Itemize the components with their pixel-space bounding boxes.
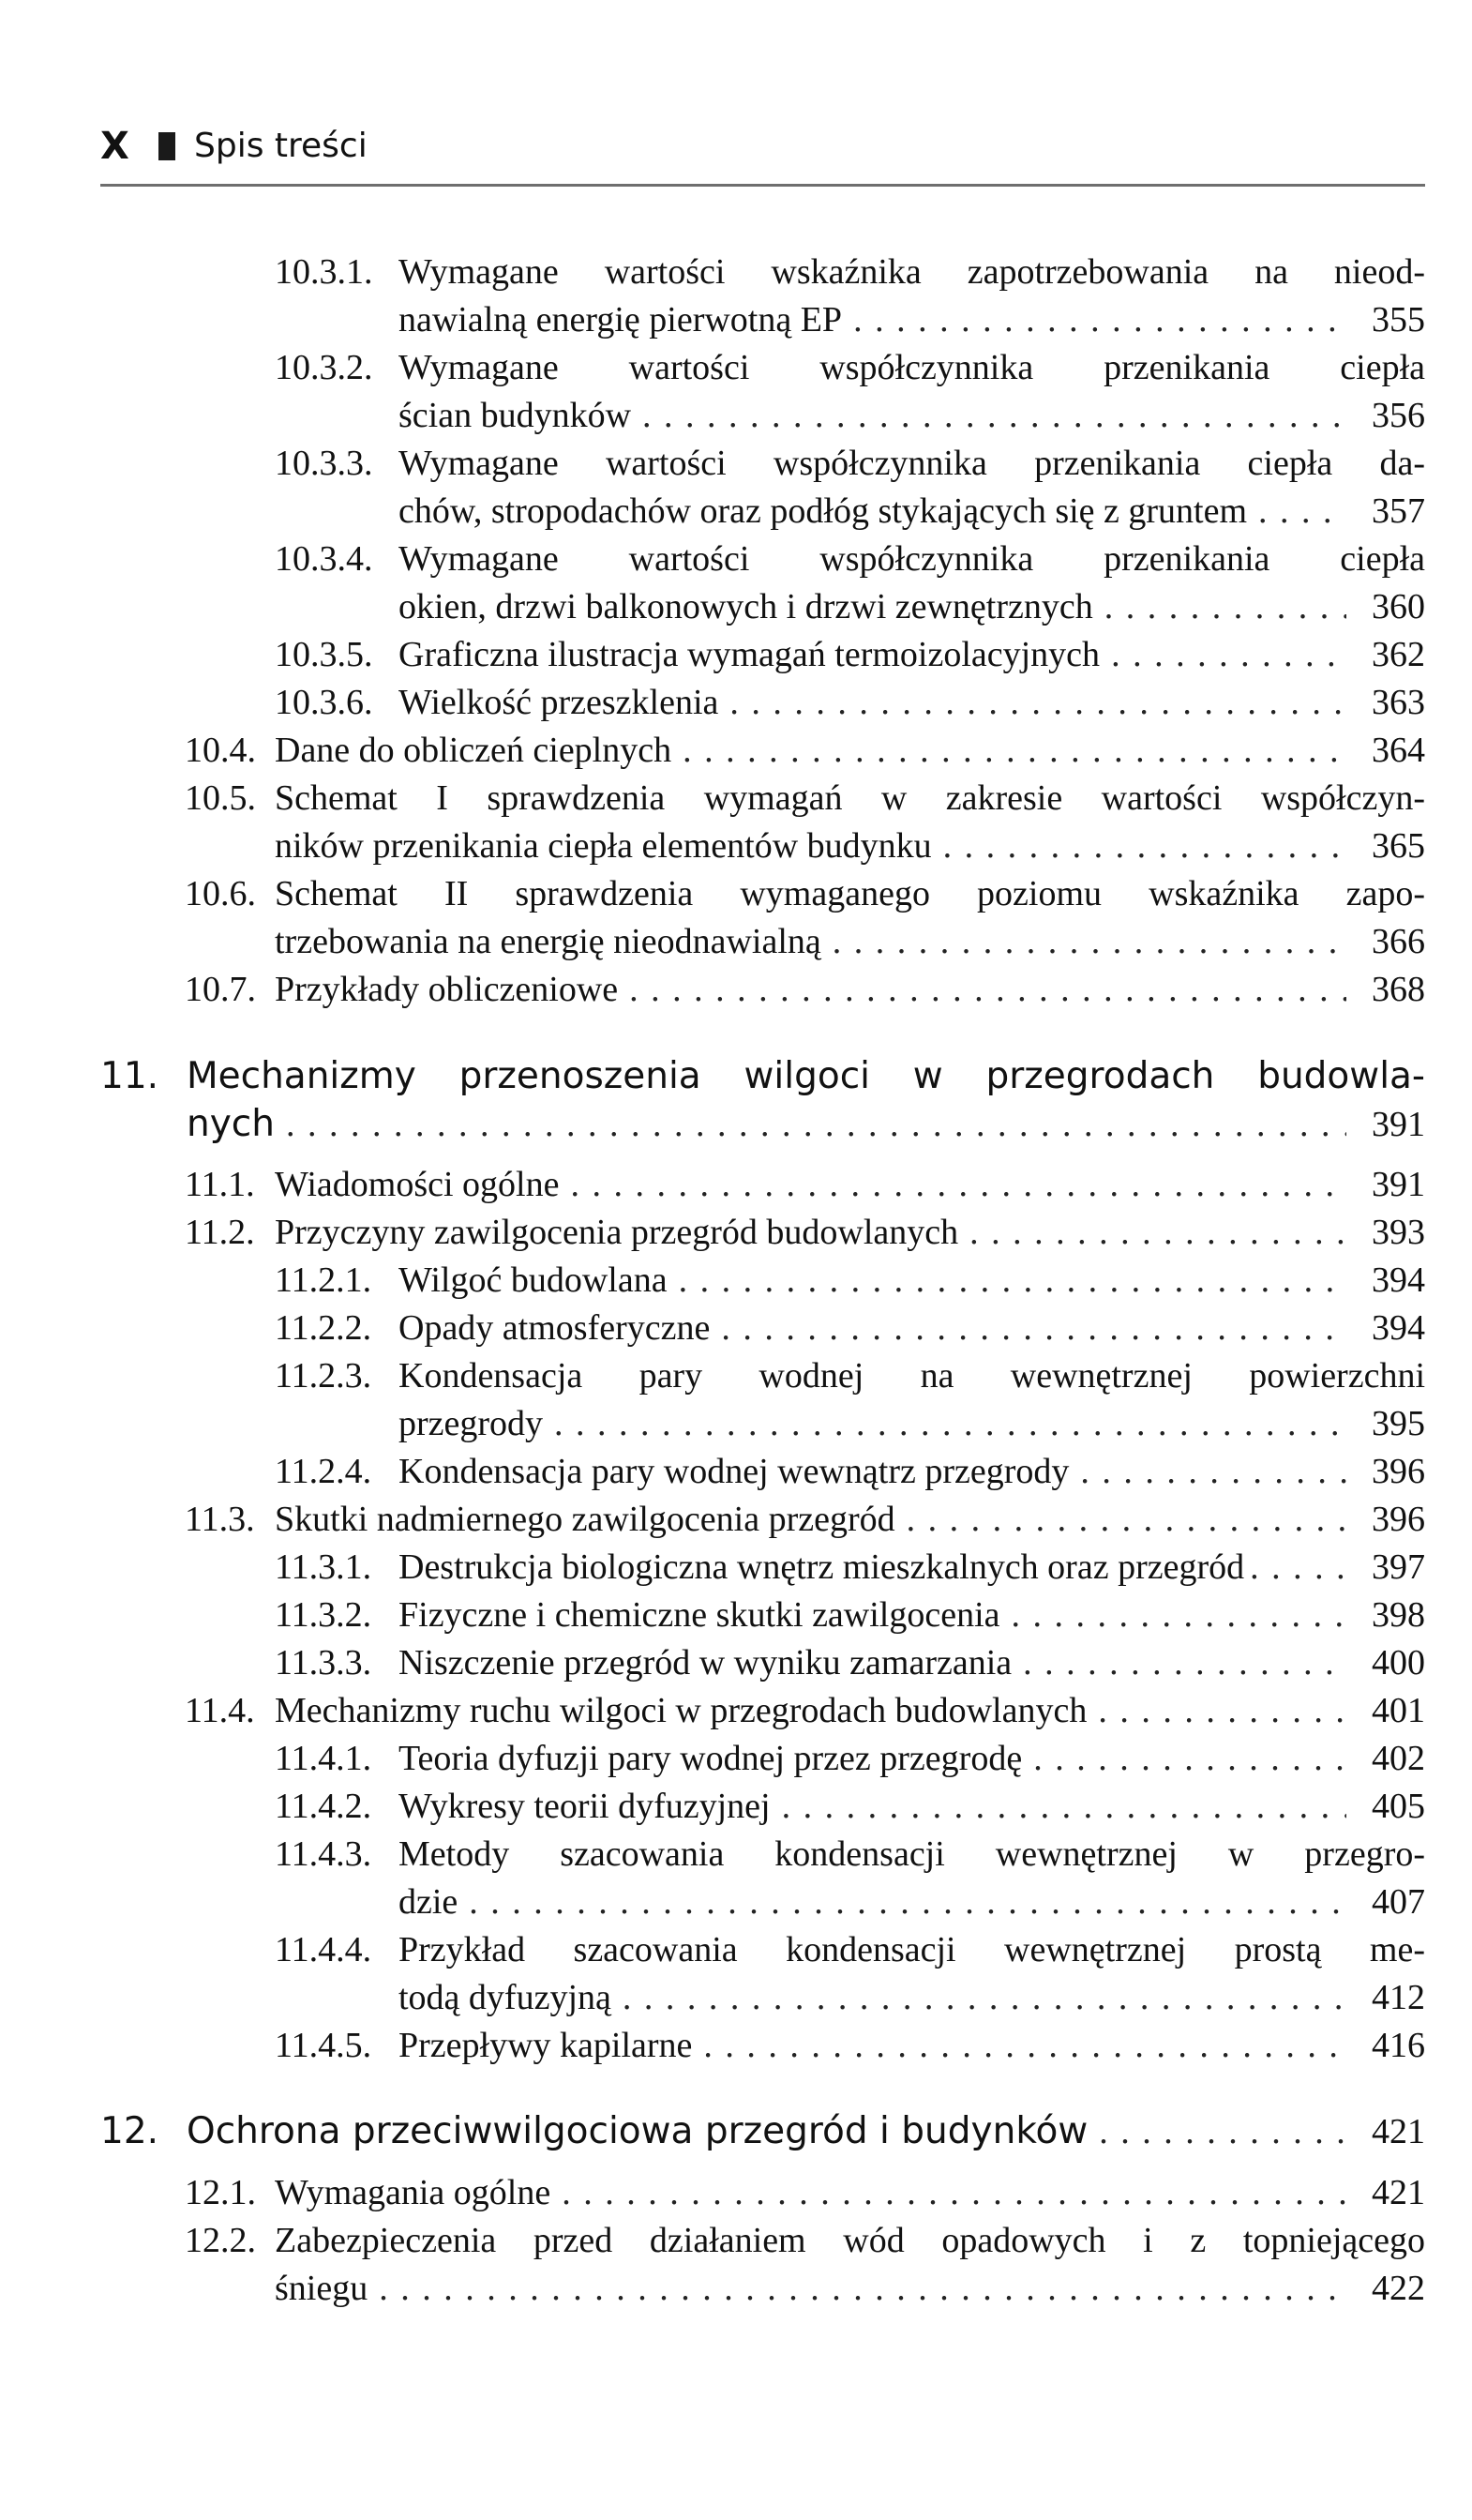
toc-entry-title-continued: ników przenikania ciepła elementów budynku bbox=[275, 826, 932, 866]
toc-entry-number: 10.4. bbox=[185, 731, 256, 770]
dot-leader bbox=[1012, 1592, 1346, 1639]
toc-entry-page: 422 bbox=[1372, 2269, 1425, 2308]
toc-entry-title-continued: ścian budynków bbox=[398, 396, 632, 435]
toc-entry-number: 11.2.4. bbox=[275, 1452, 372, 1491]
toc-entry-page: 416 bbox=[1372, 2026, 1425, 2065]
toc-entry-page: 400 bbox=[1372, 1643, 1425, 1683]
toc-entry-number: 11.4.2. bbox=[275, 1787, 372, 1826]
toc-entry-title: Fizyczne i chemiczne skutki zawilgocenia bbox=[398, 1595, 1000, 1635]
toc-entry[interactable] bbox=[275, 249, 1425, 344]
toc-entry-page: 395 bbox=[1372, 1404, 1425, 1443]
toc-entry-number: 11.2.1. bbox=[275, 1260, 372, 1300]
dot-leader bbox=[469, 1879, 1346, 1926]
toc-chapter[interactable] bbox=[100, 2107, 1425, 2155]
toc-entry-number: 11.2. bbox=[185, 1213, 255, 1252]
toc-entry-number: 10.3.5. bbox=[275, 635, 373, 674]
dot-leader bbox=[570, 1161, 1346, 1209]
toc-chapter-title: Ochrona przeciwwilgociowa przegród i budynków bbox=[187, 2110, 1089, 2152]
toc-entry-title: Wymagane wartości współczynnika przenikania ciepła bbox=[398, 539, 1425, 579]
toc-entry-number: 11.1. bbox=[185, 1165, 255, 1204]
toc-entry-page: 402 bbox=[1372, 1739, 1425, 1778]
toc-entry-page: 405 bbox=[1372, 1787, 1425, 1826]
toc-entry-title: Graficzna ilustracja wymagań termoizolacyjnych bbox=[398, 635, 1101, 674]
toc-entry-number: 10.3.6. bbox=[275, 683, 373, 722]
toc-entry-title: Wykresy teorii dyfuzyjnej bbox=[398, 1787, 771, 1826]
dot-leader bbox=[853, 296, 1346, 344]
dot-leader bbox=[1033, 1735, 1346, 1783]
toc-entry[interactable] bbox=[275, 1305, 1425, 1352]
toc-entry-page: 357 bbox=[1372, 491, 1425, 531]
toc-entry-page: 396 bbox=[1372, 1500, 1425, 1539]
toc-entry-title: Schemat I sprawdzenia wymagań w zakresie wartości współczyn- bbox=[275, 778, 1425, 818]
dot-leader bbox=[1104, 583, 1346, 631]
toc-entry-title: Dane do obliczeń cieplnych bbox=[275, 731, 672, 770]
toc-entry[interactable] bbox=[275, 1448, 1425, 1496]
dot-leader bbox=[833, 918, 1346, 966]
toc-chapter[interactable] bbox=[100, 1052, 1425, 1148]
toc-entry-number: 10.3.2. bbox=[275, 348, 373, 387]
toc-entry-title: Kondensacja pary wodnej wewnątrz przegrody bbox=[398, 1452, 1070, 1491]
toc-entry-title: Destrukcja biologiczna wnętrz mieszkalnych oraz przegród bbox=[398, 1547, 1245, 1587]
toc-entry-page: 421 bbox=[1372, 2173, 1425, 2212]
dot-leader bbox=[1111, 631, 1346, 679]
toc-entry-number: 11.4.3. bbox=[275, 1834, 372, 1874]
roman-page-number: X bbox=[100, 125, 129, 168]
header-rule bbox=[100, 184, 1425, 187]
toc-chapter-page: 421 bbox=[1372, 2112, 1425, 2151]
dot-leader bbox=[1098, 1687, 1346, 1735]
toc-entry[interactable] bbox=[275, 1926, 1425, 2022]
dot-leader bbox=[683, 727, 1346, 775]
toc-entry[interactable] bbox=[275, 1544, 1425, 1592]
toc-entry-page: 360 bbox=[1372, 587, 1425, 626]
dot-leader bbox=[943, 822, 1346, 870]
toc-entry-number: 10.3.4. bbox=[275, 539, 373, 579]
dot-leader bbox=[379, 2265, 1346, 2313]
toc-entry-page: 366 bbox=[1372, 922, 1425, 961]
toc-entry-title: Wiadomości ogólne bbox=[275, 1165, 560, 1204]
toc-entry[interactable] bbox=[185, 870, 1425, 966]
toc-entry-title-continued: chów, stropodachów oraz podłóg stykających się z gruntem bbox=[398, 491, 1248, 531]
toc-entry-page: 365 bbox=[1372, 826, 1425, 866]
toc-entry-title: Metody szacowania kondensacji wewnętrznej w przegro- bbox=[398, 1834, 1425, 1874]
toc-entry[interactable] bbox=[185, 727, 1425, 775]
toc-entry-title: Przykład szacowania kondensacji wewnętrznej prostą me- bbox=[398, 1930, 1425, 1969]
toc-entry-title: Przepływy kapilarne bbox=[398, 2026, 693, 2065]
toc-entry-page: 363 bbox=[1372, 683, 1425, 722]
toc-entry[interactable] bbox=[275, 679, 1425, 727]
toc-entry-title: Wymagania ogólne bbox=[275, 2173, 551, 2212]
toc-entry[interactable] bbox=[185, 1161, 1425, 1209]
page-header bbox=[100, 122, 1413, 171]
toc-entry-title: Wymagane wartości wskaźnika zapotrzebowania na nieod- bbox=[398, 252, 1425, 292]
toc-entry-page: 391 bbox=[1372, 1165, 1425, 1204]
dot-leader bbox=[721, 1305, 1346, 1352]
dot-leader bbox=[562, 2169, 1346, 2217]
toc-entry[interactable] bbox=[275, 2022, 1425, 2070]
toc-entry[interactable] bbox=[185, 775, 1425, 870]
dot-leader bbox=[703, 2022, 1346, 2070]
toc-entry-title: Wymagane wartości współczynnika przenikania ciepła bbox=[398, 348, 1425, 387]
toc-entry-number: 10.7. bbox=[185, 970, 256, 1009]
toc-entry-page: 401 bbox=[1372, 1691, 1425, 1730]
toc-entry-title: Wilgoć budowlana bbox=[398, 1260, 668, 1300]
dot-leader bbox=[969, 1209, 1346, 1257]
toc-entry-title: Wymagane wartości współczynnika przenikania ciepła da- bbox=[398, 444, 1425, 483]
dot-leader bbox=[286, 1101, 1346, 1149]
toc-chapter-page: 391 bbox=[1372, 1105, 1425, 1144]
toc-entry-title: Przyczyny zawilgocenia przegród budowlanych bbox=[275, 1213, 959, 1252]
toc-entry-page: 396 bbox=[1372, 1452, 1425, 1491]
toc-entry-title-continued: trzebowania na energię nieodnawialną bbox=[275, 922, 821, 961]
toc-entry-number: 10.3.3. bbox=[275, 444, 373, 483]
toc-entry-page: 407 bbox=[1372, 1882, 1425, 1922]
toc-entry-title-continued: nawialną energię pierwotną EP bbox=[398, 300, 843, 340]
toc-entry[interactable] bbox=[275, 1783, 1425, 1831]
toc-entry-title-continued: todą dyfuzyjną bbox=[398, 1978, 611, 2017]
toc-entry-title: Przykłady obliczeniowe bbox=[275, 970, 619, 1009]
toc-entry-title: Schemat II sprawdzenia wymaganego poziomu wskaźnika zapo- bbox=[275, 874, 1425, 913]
toc-entry-number: 10.6. bbox=[185, 874, 256, 913]
dot-leader bbox=[679, 1257, 1346, 1305]
toc-entry-title: Skutki nadmiernego zawilgocenia przegród bbox=[275, 1500, 895, 1539]
toc-chapter-title: Mechanizmy przenoszenia wilgoci w przegrodach budowla- bbox=[187, 1055, 1425, 1097]
toc-entry[interactable] bbox=[185, 1209, 1425, 1257]
toc-entry[interactable] bbox=[275, 631, 1425, 679]
dot-leader bbox=[1099, 2108, 1346, 2156]
toc-entry-number: 11.4.5. bbox=[275, 2026, 372, 2065]
toc-entry-number: 12.1. bbox=[185, 2173, 256, 2212]
toc-entry-number: 12.2. bbox=[185, 2221, 256, 2260]
toc-entry[interactable] bbox=[275, 1592, 1425, 1639]
toc-entry-title-continued: przegrody bbox=[398, 1404, 544, 1443]
dot-leader bbox=[554, 1400, 1346, 1448]
toc-entry-page: 355 bbox=[1372, 300, 1425, 340]
toc-entry-page: 362 bbox=[1372, 635, 1425, 674]
toc-entry-title: Zabezpieczenia przed działaniem wód opadowych i z topniejącego bbox=[275, 2221, 1425, 2260]
toc-entry-page: 397 bbox=[1372, 1547, 1425, 1587]
toc-entry-page: 368 bbox=[1372, 970, 1425, 1009]
toc-entry[interactable] bbox=[275, 536, 1425, 631]
toc-entry-number: 10.3.1. bbox=[275, 252, 373, 292]
toc-entry-page: 398 bbox=[1372, 1595, 1425, 1635]
toc-entry-number: 11.4.1. bbox=[275, 1739, 372, 1778]
toc-entry-title: Niszczenie przegród w wyniku zamarzania bbox=[398, 1643, 1013, 1683]
toc-entry[interactable] bbox=[185, 1687, 1425, 1735]
toc-entry-number: 11.3.3. bbox=[275, 1643, 372, 1683]
dot-leader bbox=[629, 966, 1346, 1014]
toc-entry-number: 11.2.2. bbox=[275, 1308, 372, 1348]
toc-entry[interactable] bbox=[275, 1831, 1425, 1926]
toc-entry-page: 394 bbox=[1372, 1260, 1425, 1300]
toc-entry[interactable] bbox=[275, 1735, 1425, 1783]
toc-entry-page: 394 bbox=[1372, 1308, 1425, 1348]
toc-entry[interactable] bbox=[185, 2217, 1425, 2313]
toc-entry[interactable] bbox=[185, 1496, 1425, 1544]
toc-entry-page: 356 bbox=[1372, 396, 1425, 435]
toc-entry-title: Teoria dyfuzji pary wodnej przez przegrodę bbox=[398, 1739, 1023, 1778]
toc-entry[interactable] bbox=[275, 1639, 1425, 1687]
toc-entry[interactable] bbox=[275, 1352, 1425, 1448]
toc-entry[interactable] bbox=[275, 344, 1425, 440]
dot-leader bbox=[907, 1496, 1346, 1544]
toc-entry-page: 393 bbox=[1372, 1213, 1425, 1252]
toc-entry[interactable] bbox=[185, 966, 1425, 1014]
dot-leader bbox=[642, 392, 1346, 440]
dot-leader bbox=[1080, 1448, 1346, 1496]
dot-leader bbox=[1250, 1544, 1352, 1592]
dot-leader bbox=[1023, 1639, 1346, 1687]
dot-leader bbox=[729, 679, 1346, 727]
page-title: Spis treści bbox=[194, 127, 368, 165]
toc-entry-title: Wielkość przeszklenia bbox=[398, 683, 719, 722]
toc-entry-number: 11.2.3. bbox=[275, 1356, 372, 1396]
toc-entry-title-continued: śniegu bbox=[275, 2269, 368, 2308]
toc-entry-title: Kondensacja pary wodnej na wewnętrznej powierzchni bbox=[398, 1356, 1425, 1396]
toc-chapter-title-continued: nych bbox=[187, 1103, 275, 1145]
dot-leader bbox=[623, 1974, 1346, 2022]
toc-entry-number: 11.3.1. bbox=[275, 1547, 372, 1587]
toc-entry-page: 364 bbox=[1372, 731, 1425, 770]
toc-entry-number: 11.4. bbox=[185, 1691, 255, 1730]
toc-entry-number: 11.3.2. bbox=[275, 1595, 372, 1635]
toc-entry-page: 412 bbox=[1372, 1978, 1425, 2017]
header-block-icon bbox=[158, 132, 175, 160]
toc-chapter-number: 11. bbox=[100, 1055, 159, 1097]
toc-entry-number: 11.4.4. bbox=[275, 1930, 372, 1969]
toc-entry[interactable] bbox=[275, 1257, 1425, 1305]
toc-entry-number: 11.3. bbox=[185, 1500, 255, 1539]
toc-entry-number: 10.5. bbox=[185, 778, 256, 818]
toc-entry-title-continued: okien, drzwi balkonowych i drzwi zewnętrznych bbox=[398, 587, 1093, 626]
toc-chapter-number: 12. bbox=[100, 2110, 159, 2152]
toc-entry[interactable] bbox=[275, 440, 1425, 536]
toc-entry-title-continued: dzie bbox=[398, 1882, 458, 1922]
dot-leader bbox=[1258, 488, 1346, 536]
dot-leader bbox=[782, 1783, 1346, 1831]
toc-entry-title: Mechanizmy ruchu wilgoci w przegrodach budowlanych bbox=[275, 1691, 1088, 1730]
toc-entry-title: Opady atmosferyczne bbox=[398, 1308, 711, 1348]
toc-entry[interactable] bbox=[185, 2169, 1425, 2217]
